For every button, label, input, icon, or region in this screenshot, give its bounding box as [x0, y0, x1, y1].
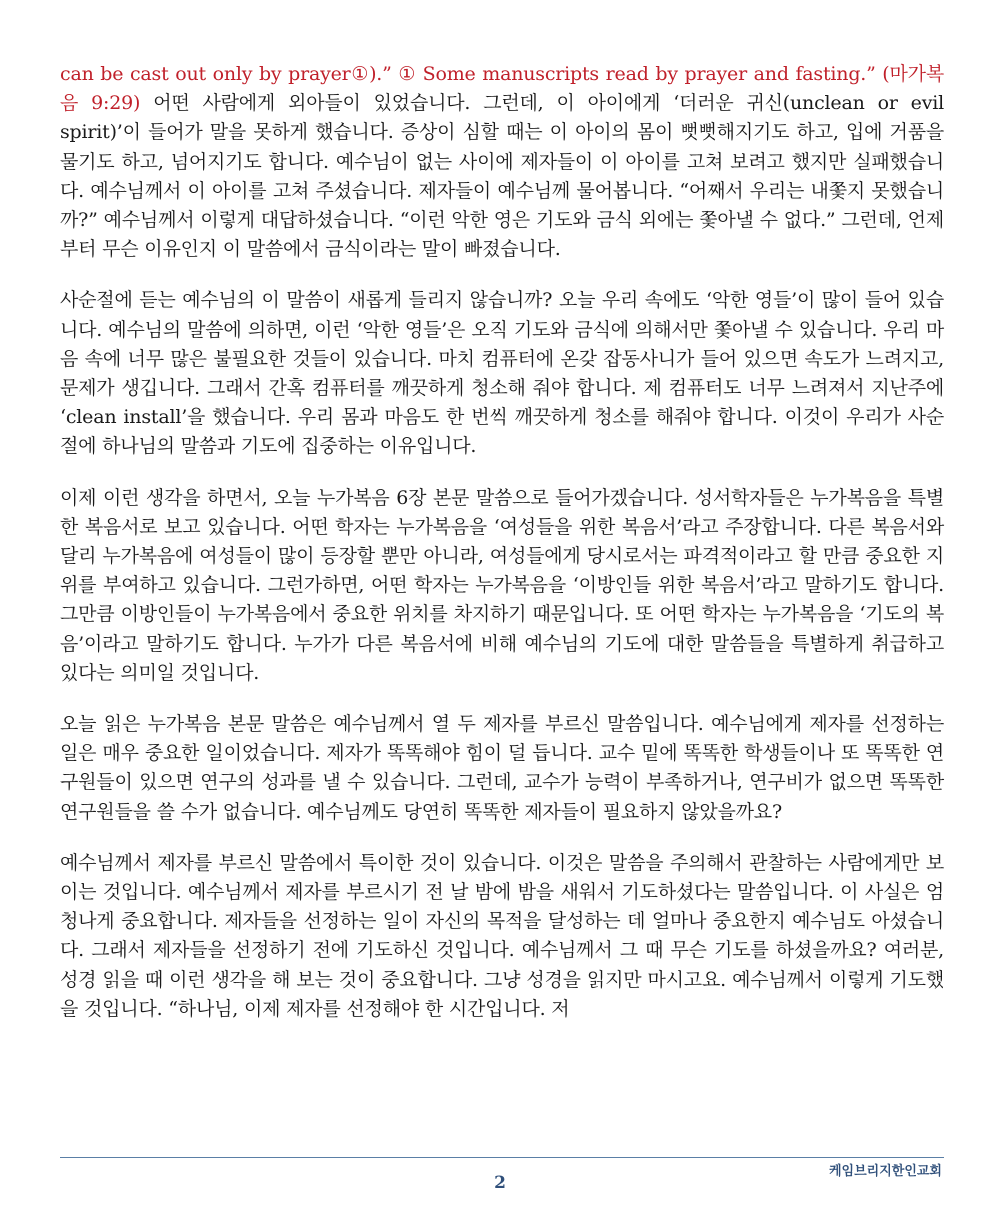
sermon-body	[60, 60, 944, 1046]
paragraph-1	[60, 60, 944, 264]
paragraph-4: 오늘 읽은 누가복음 본문 말씀은 예수님께서 열 두 제자를 부르신 말씀입니다. 예수님에게 제자를 선정하는 일은 매우 중요한 일이었습니다. 제자가 똑똑해야 힘이 덜 듭니다. 교수 밑에 똑똑한 학생들이나 또 똑똑한 연구원들이 있으면 연구의 성과를 낼 수 있습니다. 그런데, 교수가 능력이 부족하거나, 연구비가 없으면 똑똑한 연구원들을 쓸 수가 없습니다. 예수님께도 당연히 똑똑한 제자들이 필요하지 않았을까요?	[60, 713, 944, 823]
paragraph-1-text: 어떤 사람에게 외아들이 있었습니다. 그런데, 이 아이에게 ‘더러운 귀신(unclean or evil spirit)’이 들어가 말을 못하게 했습니다. 증상이 심할 때는 이 아이의 몸이 뻣뻣해지기도 하고, 입에 거품을 물기도 하고, 넘어지기도 합니다. 예수님이 없는 사이에 제자들이 이 아이를 고쳐 보려고 했지만 실패했습니다. 예수님께서 이 아이를 고쳐 주셨습니다. 제자들이 예수님께 물어봅니다. “어째서 우리는 내쫓지 못했습니까?” 예수님께서 이렇게 대답하셨습니다. “이런 악한 영은 기도와 금식 외에는 쫓아낼 수 없다.” 그런데, 언제부터 무슨 이유인지 이 말씀에서 금식이라는 말이 빠졌습니다.	[60, 92, 944, 261]
scripture-quote: can be cast out only by prayer①).” ① Some manuscripts read by prayer and fasting.” (마가복음 9:29)	[60, 63, 944, 115]
page-number: 2	[494, 1173, 506, 1193]
church-name: 케임브리지한인교회	[828, 1164, 942, 1179]
paragraph-5: 예수님께서 제자를 부르신 말씀에서 특이한 것이 있습니다. 이것은 말씀을 주의해서 관찰하는 사람에게만 보이는 것입니다. 예수님께서 제자를 부르시기 전 날 밤에 밤을 새워서 기도하셨다는 말씀입니다. 이 사실은 엄청나게 중요합니다. 제자들을 선정하는 일이 자신의 목적을 달성하는 데 얼마나 중요한지 예수님도 아셨습니다. 그래서 제자들을 선정하기 전에 기도하신 것입니다. 예수님께서 그 때 무슨 기도를 하셨을까요? 여러분, 성경 읽을 때 이런 생각을 해 보는 것이 중요합니다. 그냥 성경을 읽지만 마시고요. 예수님께서 이렇게 기도했을 것입니다. “하나님, 이제 제자를 선정해야 한 시간입니다. 저	[60, 851, 944, 1020]
paragraph-2: 사순절에 듣는 예수님의 이 말씀이 새롭게 들리지 않습니까? 오늘 우리 속에도 ‘악한 영들’이 많이 들어 있습니다. 예수님의 말씀에 의하면, 이런 ‘악한 영들’은 오직 기도와 금식에 의해서만 쫓아낼 수 있습니다. 우리 마음 속에 너무 많은 불필요한 것들이 있습니다. 마치 컴퓨터에 온갖 잡동사니가 들어 있으면 속도가 느려지고, 문제가 생깁니다. 그래서 간혹 컴퓨터를 깨끗하게 청소해 줘야 합니다. 제 컴퓨터도 너무 느려져서 지난주에 ‘clean install’을 했습니다. 우리 몸과 마음도 한 번씩 깨끗하게 청소를 해줘야 합니다. 이것이 우리가 사순절에 하나님의 말씀과 기도에 집중하는 이유입니다.	[60, 289, 944, 458]
footer-divider	[60, 1157, 944, 1158]
paragraph-3: 이제 이런 생각을 하면서, 오늘 누가복음 6장 본문 말씀으로 들어가겠습니다. 성서학자들은 누가복음을 특별한 복음서로 보고 있습니다. 어떤 학자는 누가복음을 ‘여성들을 위한 복음서’라고 주장합니다. 다른 복음서와 달리 누가복음에 여성들이 많이 등장할 뿐만 아니라, 여성들에게 당시로서는 파격적이라고 할 만큼 중요한 지위를 부여하고 있습니다. 그런가하면, 어떤 학자는 누가복음을 ‘이방인들 위한 복음서’라고 말하기도 합니다. 그만큼 이방인들이 누가복음에서 중요한 위치를 차지하기 때문입니다. 또 어떤 학자는 누가복음을 ‘기도의 복음’이라고 말하기도 합니다. 누가가 다른 복음서에 비해 예수님의 기도에 대한 말씀들을 특별하게 취급하고 있다는 의미일 것입니다.	[60, 486, 944, 684]
